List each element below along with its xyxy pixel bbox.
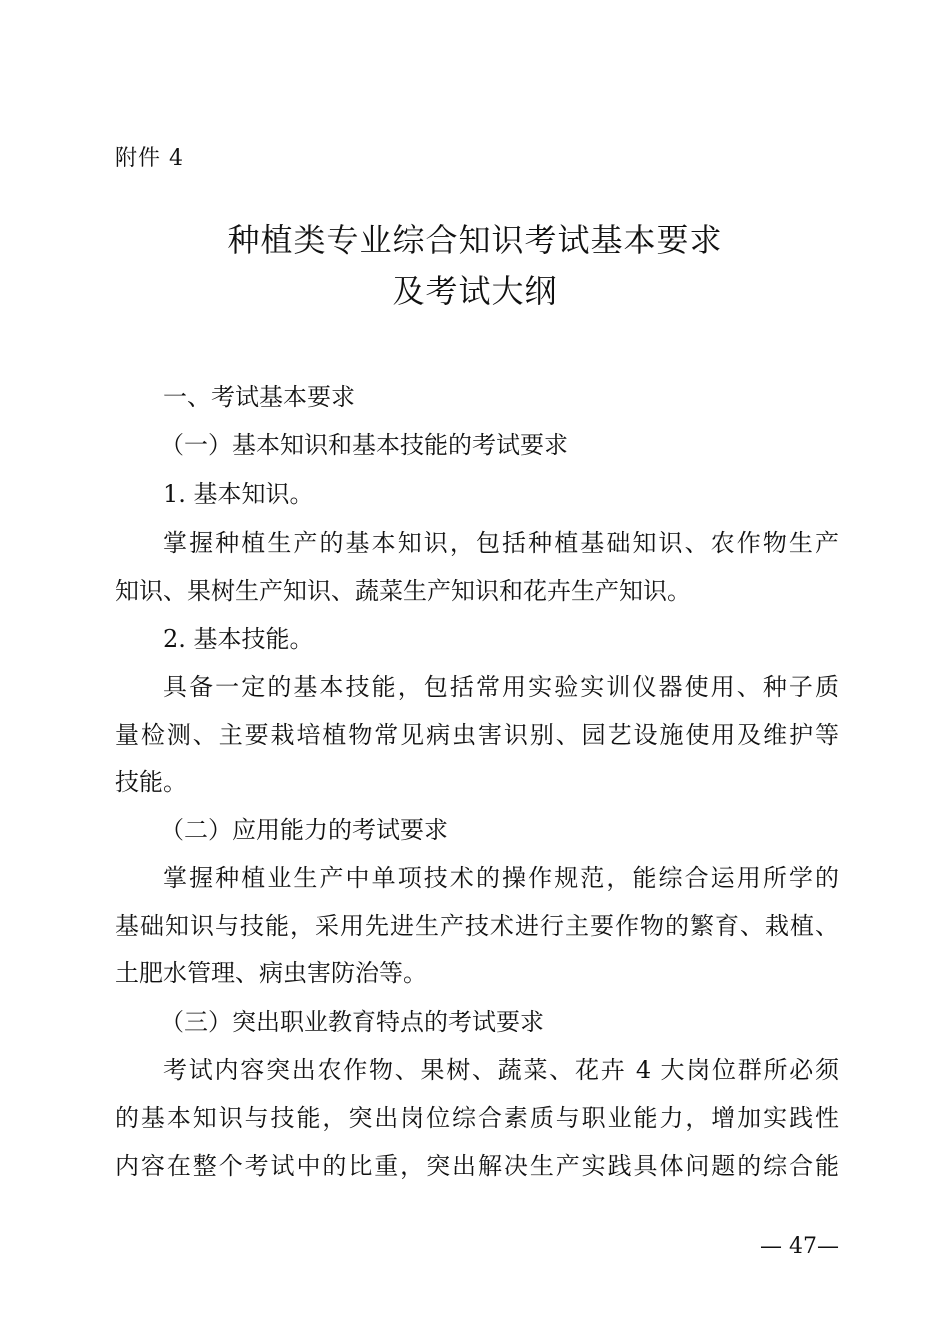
document-title-line-2: 及考试大纲 — [392, 272, 558, 310]
subsection-heading-application-ability: （二）应用能力的考试要求 — [160, 816, 448, 844]
paragraph-application-ability-line: 基础知识与技能，采用先进生产技术进行主要作物的繁育、栽植、 — [115, 912, 839, 940]
paragraph-basic-knowledge-line: 掌握种植生产的基本知识，包括种植基础知识、农作物生产 — [163, 529, 839, 557]
item-heading-basic-skills: 2. 基本技能。 — [163, 625, 314, 653]
paragraph-basic-skills-line: 量检测、主要栽培植物常见病虫害识别、园艺设施使用及维护等 — [115, 721, 839, 749]
subsection-heading-knowledge-skills: （一）基本知识和基本技能的考试要求 — [160, 431, 568, 459]
paragraph-application-ability-line: 土肥水管理、病虫害防治等。 — [115, 959, 427, 987]
paragraph-basic-skills-line: 具备一定的基本技能，包括常用实验实训仪器使用、种子质 — [163, 673, 839, 701]
document-title-line-1: 种植类专业综合知识考试基本要求 — [227, 221, 723, 259]
paragraph-vocational-features-line: 的基本知识与技能，突出岗位综合素质与职业能力，增加实践性 — [115, 1104, 839, 1132]
paragraph-vocational-features-line: 考试内容突出农作物、果树、蔬菜、花卉 4 大岗位群所必须 — [163, 1056, 839, 1084]
paragraph-basic-skills-line: 技能。 — [115, 768, 187, 796]
item-heading-basic-knowledge: 1. 基本知识。 — [163, 480, 314, 508]
attachment-label: 附件 4 — [115, 146, 184, 171]
page-number: — 47— — [760, 1234, 839, 1259]
paragraph-application-ability-line: 掌握种植业生产中单项技术的操作规范，能综合运用所学的 — [163, 864, 839, 892]
paragraph-vocational-features-line: 内容在整个考试中的比重，突出解决生产实践具体问题的综合能 — [115, 1152, 839, 1180]
section-heading-exam-requirements: 一、考试基本要求 — [163, 383, 355, 411]
subsection-heading-vocational-features: （三）突出职业教育特点的考试要求 — [160, 1008, 544, 1036]
paragraph-basic-knowledge-line: 知识、果树生产知识、蔬菜生产知识和花卉生产知识。 — [115, 577, 691, 605]
